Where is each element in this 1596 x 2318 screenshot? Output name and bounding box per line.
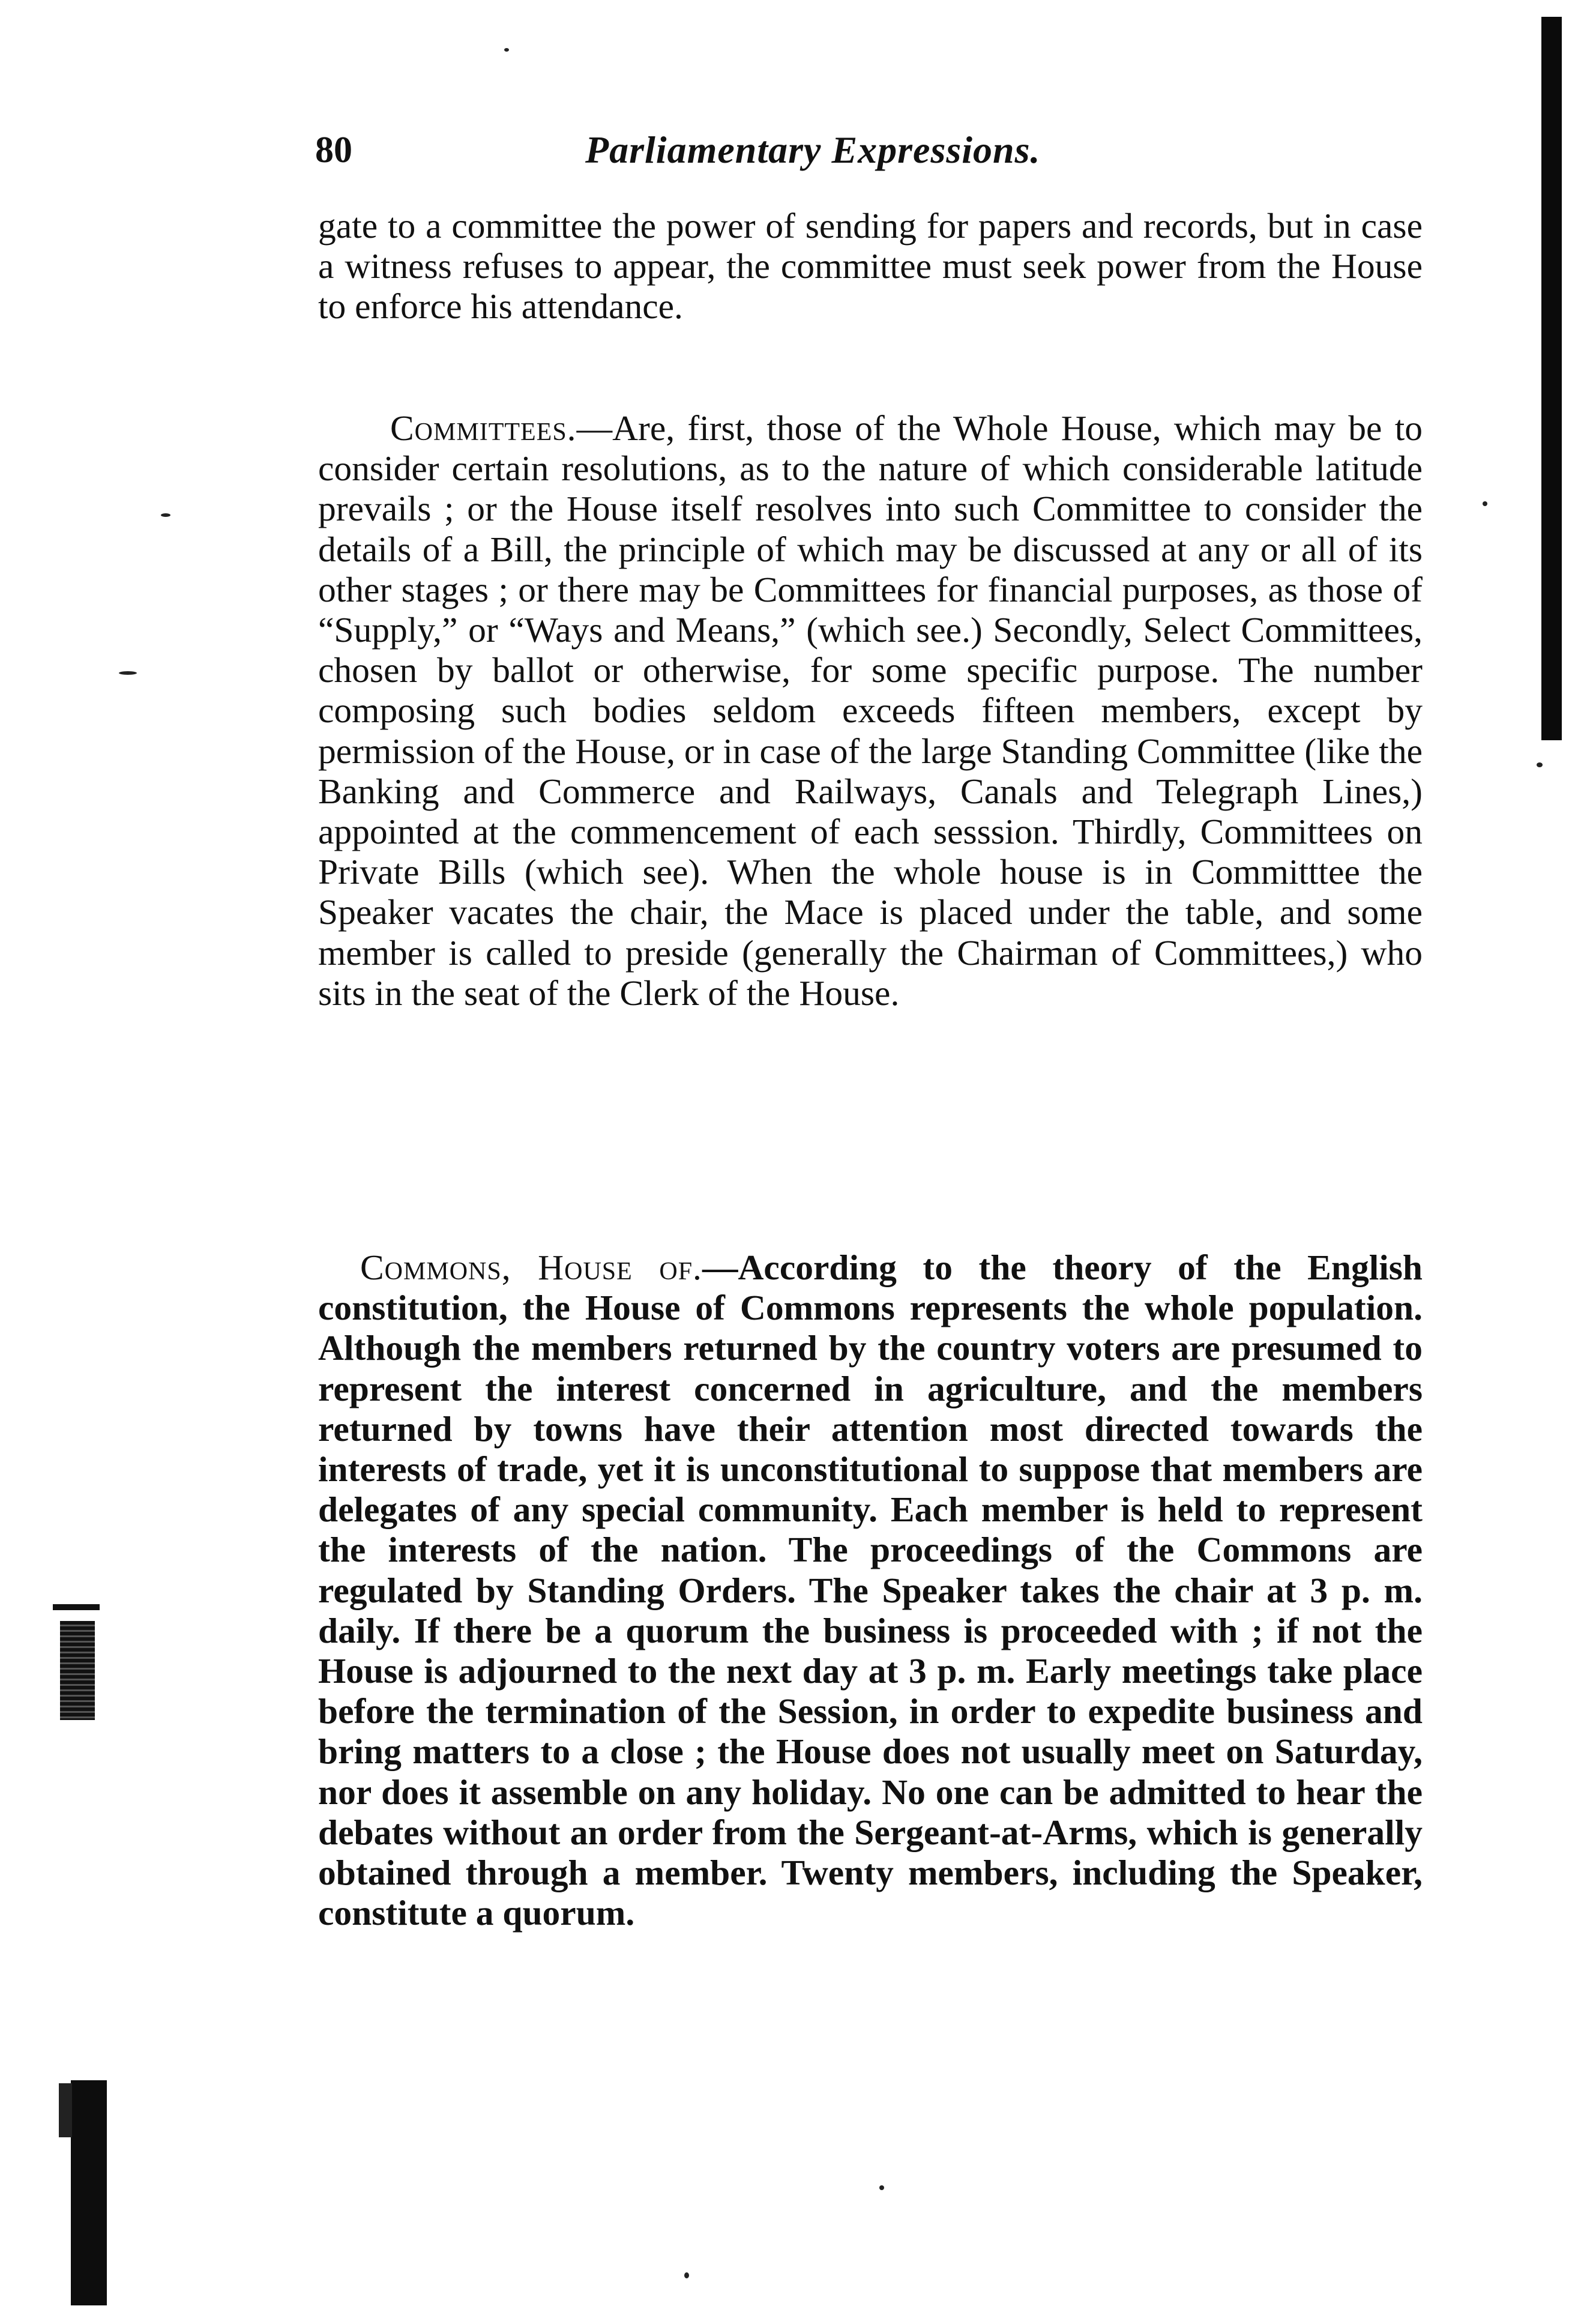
page-number: 80 <box>315 130 352 171</box>
entry-commons-paragraph <box>318 1248 1423 1933</box>
scan-speck <box>504 48 509 52</box>
entry-committees-paragraph <box>318 408 1423 1013</box>
scan-speck <box>684 2272 689 2278</box>
headword-commons-house-of: Commons, House of. <box>360 1248 702 1287</box>
scan-edge-mark <box>59 2083 72 2137</box>
scan-edge-mark <box>53 1604 100 1610</box>
running-head: Parliamentary Expressions. <box>585 128 1041 171</box>
scan-edge-mark <box>60 1621 95 1720</box>
entry-committees-text: —Are, first, those of the Whole House, which may be to consider certain resolutions, as to the nature of which considerable latitude prevails ; or the House itself resolves into such Committee to consider the details of a Bill, the principle of which may be discussed at any or all of its other stages ; or there may be Committees for financial purposes, as those of “Supply,” or “Ways and Means,” (which see.) Secondly, Select Committees, chosen by ballot or otherwise, for some specific purpose. The number composing such bodies seldom exceeds fifteen members, except by permission of the House, or in case of the large Standing Committee (like the Banking and Commerce and Railways, Canals and Telegraph Lines,) appointed at the commencement of each sesssion. Thirdly, Committees on Private Bills (which see). When the whole house is in Committtee the Speaker vacates the chair, the Mace is placed under the table, and some member is called to preside (generally the Chairman of Committees,) who sits in the seat of the Clerk of the House. <box>318 408 1423 1013</box>
continued-paragraph <box>318 206 1423 327</box>
continued-paragraph-text: gate to a committee the power of sending for papers and records, but in case a witness refuses to appear, the committee must seek power from the House to enforce his attendance. <box>318 206 1423 327</box>
scan-edge-bar <box>1541 17 1562 740</box>
entry-committees <box>318 408 1423 1013</box>
scan-speck <box>879 2185 884 2190</box>
scan-speck <box>1537 762 1543 767</box>
headword-committees: Committees. <box>390 408 577 448</box>
scan-edge-mark <box>71 2080 107 2305</box>
entry-commons-text: —According to the theory of the English constitution, the House of Commons represents the whole population. Although the members returned by the country voters are presumed to represent the interest concerned in agriculture, and the members returned by towns have their attention most directed towards the interests of trade, yet it is unconstitutional to suppose that members are delegates of any special community. Each member is held to represent the interests of the nation. The proceedings of the Commons are regulated by Standing Orders. The Speaker takes the chair at 3 p. m. daily. If there be a quorum the business is proceeded with ; if not the House is adjourned to the next day at 3 p. m. Early meetings take place before the termination of the Session, in order to expedite business and bring matters to a close ; the House does not usually meet on Saturday, nor does it assemble on any holiday. No one can be admitted to hear the debates without an order from the Sergeant-at-Arms, which is generally obtained through a member. Twenty members, including the Speaker, constitute a quorum. <box>318 1248 1423 1933</box>
scan-speck <box>119 671 137 675</box>
page-header <box>315 123 1426 177</box>
entry-commons-house-of <box>318 1248 1423 1933</box>
scan-speck <box>1483 501 1487 506</box>
scan-speck <box>161 513 170 517</box>
